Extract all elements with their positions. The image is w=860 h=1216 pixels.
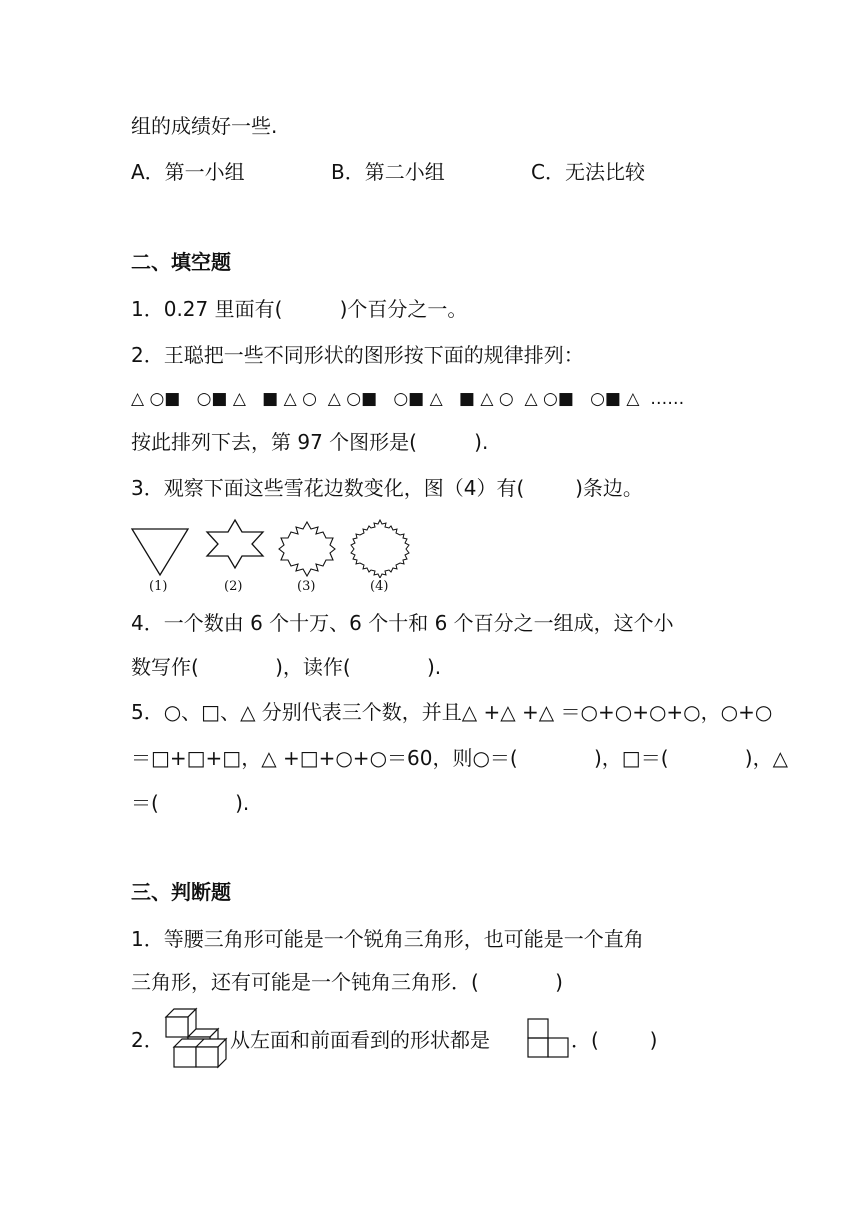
s2-q5-line2: ＝□+□+□，△ +□+○+○＝60，则○＝( )，□＝( )，△ <box>131 746 788 770</box>
caption-2: (2) <box>224 579 243 594</box>
s3-q2-end: ．( ) <box>571 1028 658 1052</box>
s2-q4-line1: 4．一个数由 6 个十万、6 个十和 6 个百分之一组成，这个小 <box>131 611 674 635</box>
s2-q5-line1: 5．○、□、△ 分别代表三个数，并且△ +△ +△ ＝○+○+○+○，○+○ <box>131 700 773 724</box>
s2-q5-line3: ＝( ). <box>131 791 250 815</box>
section2-title: 二、填空题 <box>131 250 231 274</box>
snowflake-3-icon <box>279 522 335 576</box>
s2-q1: 1．0.27 里面有( )个百分之一。 <box>131 297 468 321</box>
caption-3: (3) <box>297 579 316 594</box>
caption-4: (4) <box>370 579 389 594</box>
option-c: C．无法比较 <box>531 160 645 184</box>
s3-q1-line2: 三角形，还有可能是一个钝角三角形．( ) <box>131 970 563 994</box>
two-squares-view-figure <box>527 1018 571 1058</box>
snowflake-2-star-icon <box>207 520 263 568</box>
option-b: B．第二小组 <box>331 160 445 184</box>
snowflake-1-triangle-icon <box>132 529 188 575</box>
option-a: A．第一小组 <box>131 160 245 184</box>
s2-q4-line2: 数写作( )，读作( ). <box>131 655 442 679</box>
s2-q3: 3．观察下面这些雪花边数变化，图（4）有( )条边。 <box>131 476 643 500</box>
section3-title: 三、判断题 <box>131 880 231 904</box>
snowflake-4-icon <box>351 520 409 578</box>
s3-q2-mid-text: 从左面和前面看到的形状都是 <box>230 1028 490 1052</box>
s3-q2-number: 2． <box>131 1028 164 1052</box>
caption-1: (1) <box>149 579 168 594</box>
s2-q2-line1: 2．王聪把一些不同形状的图形按下面的规律排列： <box>131 343 584 367</box>
snowflake-figures <box>128 518 428 578</box>
s3-q1-line1: 1．等腰三角形可能是一个锐角三角形，也可能是一个直角 <box>131 927 644 951</box>
s2-q2-sequence: △ ○■ ○■ △ ■ △ ○ △ ○■ ○■ △ ■ △ ○ △ ○■ ○■ △ …… <box>131 389 685 409</box>
s2-q2-line3: 按此排列下去，第 97 个图形是( ). <box>131 430 489 454</box>
continuation-text: 组的成绩好一些. <box>131 114 278 138</box>
cube-stack-figure <box>160 1003 232 1073</box>
